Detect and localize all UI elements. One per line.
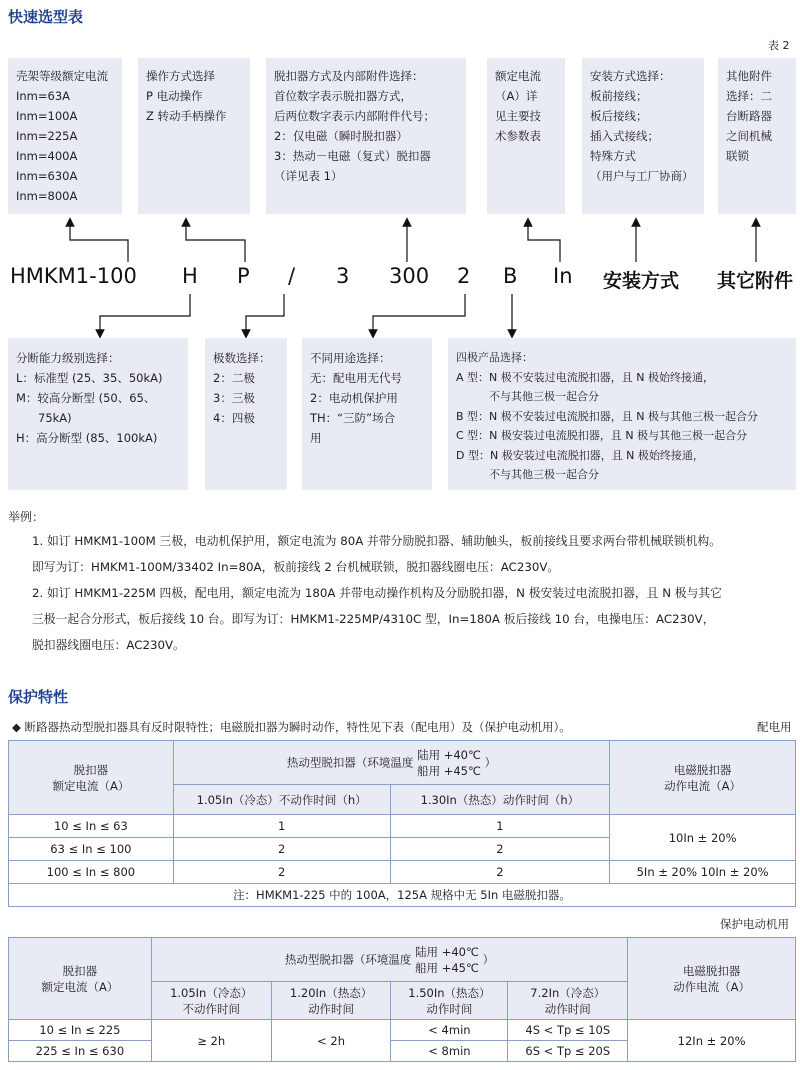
- example-line-4: 三极一起合分形式，板后接线 10 台。即写为订：HMKM1-225MP/4310C 型，In=180A 板后接线 10 台，电操电压：AC230V，: [32, 612, 715, 626]
- table-motor-protection: [8, 937, 796, 1062]
- t2-cell: < 4min: [391, 1020, 508, 1041]
- box-pole-count: 极数选择： 2：二极 3：三极 4：四极: [205, 338, 287, 490]
- examples-heading: 举例：: [8, 510, 45, 524]
- t2-cell: < 8min: [391, 1041, 508, 1062]
- t1-cell: 2: [390, 838, 610, 861]
- t1-range: 100 ≤ In ≤ 800: [9, 861, 174, 884]
- t1-header-magnetic: 电磁脱扣器 动作电流（A）: [610, 741, 796, 815]
- t1-note: 注：HMKM1-225 中的 100A，125A 规格中无 5In 电磁脱扣器。: [9, 884, 796, 907]
- table-number: 表 2: [768, 39, 790, 52]
- table-distribution: [8, 740, 796, 907]
- code-four-pole-type: B: [503, 264, 518, 288]
- example-line-5: 脱扣器线圈电压：AC230V。: [32, 638, 185, 652]
- box-operation-mode: 操作方式选择 P 电动操作 Z 转动手柄操作: [138, 58, 250, 214]
- t2-sub-1: 1.05In（冷态） 不动作时间: [151, 982, 271, 1020]
- t2-sub-4: 7.2In（冷态） 动作时间: [508, 982, 628, 1020]
- code-usage: 2: [457, 264, 471, 288]
- t2-mag: 12In ± 20%: [628, 1020, 796, 1062]
- t1-mag-1: 10In ± 20%: [610, 815, 796, 861]
- t1-cell: 2: [173, 838, 390, 861]
- t2-sub-3: 1.50In（热态） 动作时间: [391, 982, 508, 1020]
- table1-caption: 配电用: [757, 720, 792, 734]
- example-line-3: 2. 如订 HMKM1-225M 四极，配电用，额定电流为 180A 并带电动操作机构及分励脱扣器，N 极安装过电流脱扣器，且 N 极与其它: [32, 586, 722, 600]
- code-release: 300: [389, 264, 430, 288]
- box-installation: 安装方式选择： 板前接线； 板后接线； 插入式接线； 特殊方式 （用户与工厂协商）: [582, 58, 704, 214]
- box-release-mode: 脱扣器方式及内部附件选择： 首位数字表示脱扣器方式， 后两位数字表示内部附件代号； 2：仅电磁（瞬时脱扣器） 3：热动－电磁（复式）脱扣器 （详见表 1）: [266, 58, 466, 214]
- t2-cell: 6S < Tp ≤ 20S: [508, 1041, 628, 1062]
- t1-sub-cold: 1.05In（冷态）不动作时间（h）: [173, 785, 390, 815]
- t2-cell: 4S < Tp ≤ 10S: [508, 1020, 628, 1041]
- t2-range: 10 ≤ In ≤ 225: [9, 1020, 152, 1041]
- table2-caption: 保护电动机用: [720, 917, 789, 931]
- code-model: HMKM1-100: [10, 264, 137, 288]
- t2-range: 225 ≤ In ≤ 630: [9, 1041, 152, 1062]
- section-title-protection: 保护特性: [8, 688, 69, 706]
- example-line-1: 1. 如订 HMKM1-100M 三极，电动机保护用，额定电流为 80A 并带分励脱扣器、辅助触头，板前接线且要求两台带机械联锁机构。: [32, 534, 721, 548]
- protection-intro: ◆ 断路器热动型脱扣器具有反时限特性；电磁脱扣器为瞬时动作，特性见下表（配电用）及（保护电动机用）。: [12, 720, 571, 734]
- t1-cell: 1: [390, 815, 610, 838]
- code-rated-current: In: [553, 264, 573, 288]
- t1-range: 63 ≤ In ≤ 100: [9, 838, 174, 861]
- t2-cold-time: ≥ 2h: [151, 1020, 271, 1062]
- code-installation: 安装方式: [603, 270, 680, 292]
- box-usage: 不同用途选择： 无：配电用无代号 2：电动机保护用 TH：“三防”场合 用: [302, 338, 432, 490]
- code-breaking: H: [182, 264, 198, 288]
- code-accessories: 其它附件: [717, 270, 794, 292]
- box-four-pole-type: 四极产品选择： A 型：N 极不安装过电流脱扣器，且 N 极始终接通， 不与其他三极一起合分 B 型：N 极不安装过电流脱扣器，且 N 极与其他三极一起合分 C 型：N 极安装过电流脱扣器，且 N 极与其他三极一起合分 D 型：N 极安装过电流脱扣器，且 N 极始终接通， 不与其他三极一起合分: [448, 338, 796, 490]
- code-slash: /: [288, 264, 296, 288]
- t1-header-thermal: 热动型脱扣器（环境温度 陆用 +40℃ 船用 +45℃ ）: [173, 741, 609, 785]
- t1-header-current: 脱扣器 额定电流（A）: [9, 741, 174, 815]
- code-poles: 3: [336, 264, 350, 288]
- t1-cell: 1: [173, 815, 390, 838]
- t1-cell: 2: [390, 861, 610, 884]
- t2-header-thermal: 热动型脱扣器（环境温度 陆用 +40℃ 船用 +45℃ ）: [151, 938, 627, 982]
- t1-cell: 2: [173, 861, 390, 884]
- box-rated-current: 额定电流 （A）详 见主要技 术参数表: [487, 58, 565, 214]
- t2-hot-time: < 2h: [271, 1020, 391, 1062]
- t1-mag-2: 5In ± 20% 10In ± 20%: [610, 861, 796, 884]
- box-frame-current: 壳架等级额定电流 Inm=63A Inm=100A Inm=225A Inm=400A Inm=630A Inm=800A: [8, 58, 122, 214]
- connector-arrows: [0, 0, 800, 340]
- t1-range: 10 ≤ In ≤ 63: [9, 815, 174, 838]
- box-breaking-capacity: 分断能力级别选择： L：标准型 (25、35、50kA) M：较高分断型 (50、65、 75kA) H：高分断型 (85、100kA): [8, 338, 188, 490]
- section-title-selection: 快速选型表: [8, 8, 84, 26]
- t2-header-magnetic: 电磁脱扣器 动作电流（A）: [628, 938, 796, 1020]
- t1-sub-hot: 1.30In（热态）动作时间（h）: [390, 785, 610, 815]
- box-other-accessories: 其他附件 选择：二 台断路器 之间机械 联锁: [718, 58, 796, 214]
- code-operation: P: [237, 264, 250, 288]
- t2-header-current: 脱扣器 额定电流（A）: [9, 938, 152, 1020]
- example-line-2: 即写为订：HMKM1-100M/33402 In=80A，板前接线 2 台机械联锁，脱扣器线圈电压：AC230V。: [32, 560, 560, 574]
- t2-sub-2: 1.20In（热态） 动作时间: [271, 982, 391, 1020]
